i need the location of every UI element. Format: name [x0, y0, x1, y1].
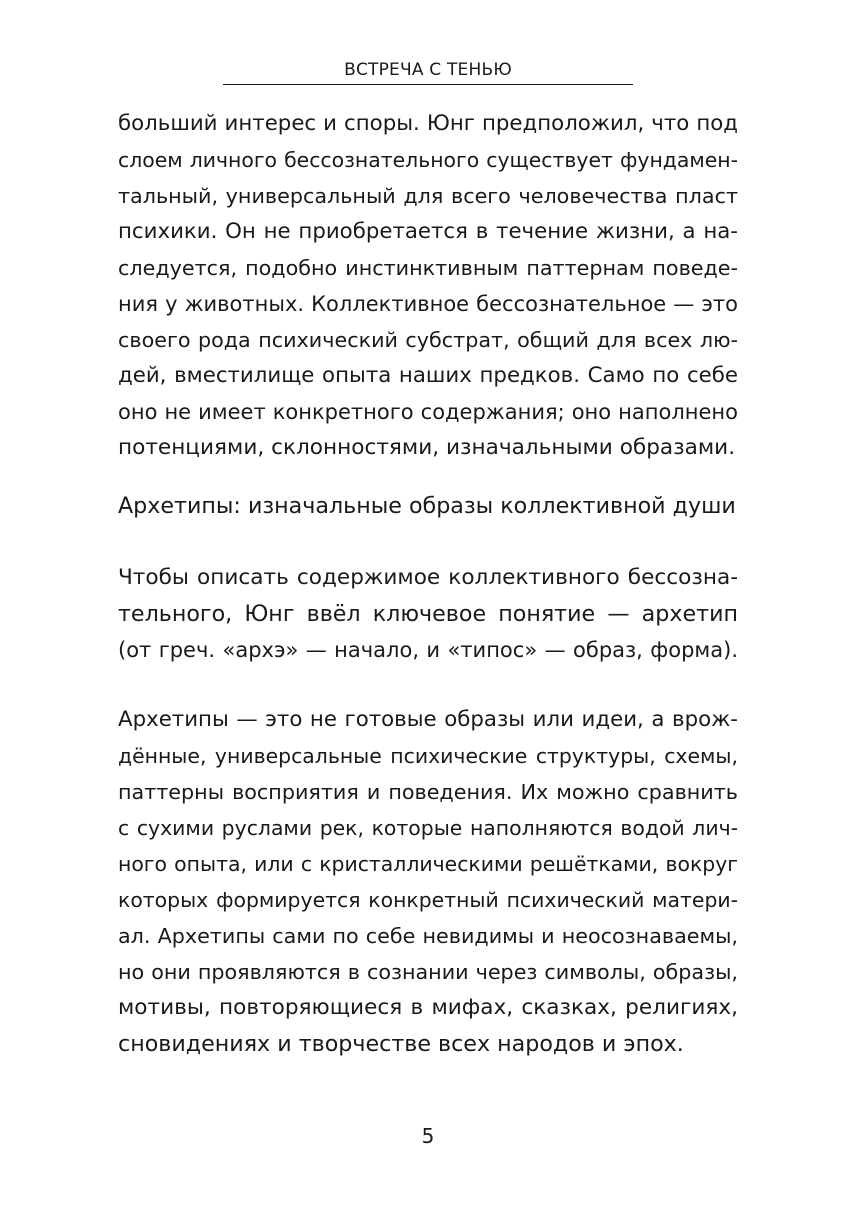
paragraph-line: больший интерес и споры. Юнг предположил, что под — [118, 111, 738, 136]
paragraph-line: с сухими руслами рек, которые наполняются водой лич- — [118, 816, 738, 840]
paragraph-line: ния у животных. Коллективное бессознательное — это — [118, 292, 738, 316]
paragraph-line: тальный, универсальный для всего человечества пласт — [118, 184, 738, 208]
paragraph-line: Чтобы описать содержимое коллективного бессозна- — [118, 565, 738, 590]
paragraph-line: ного опыта, или с кристаллическими решётками, вокруг — [118, 852, 738, 876]
header-rule — [223, 84, 633, 85]
paragraph-line: Архетипы — это не готовые образы или идеи, а врож- — [118, 707, 738, 732]
paragraph-1 — [118, 106, 738, 466]
running-header: ВСТРЕЧА С ТЕНЬЮ — [344, 60, 512, 80]
paragraph-line: слоем личного бессознательного существует фундамен- — [118, 148, 738, 172]
paragraph-line: (от греч. «архэ» — начало, и «типос» — образ, форма). — [118, 638, 738, 662]
paragraph-line: которых формируется конкретный психический матери- — [118, 888, 738, 912]
paragraph-3 — [118, 702, 738, 1062]
paragraph-line: мотивы, повторяющиеся в мифах, сказках, религиях, — [118, 995, 738, 1020]
paragraph-line: потенциями, склонностями, изначальными образами. — [118, 435, 736, 460]
paragraph-line: следуется, подобно инстинктивным паттернам поведе- — [118, 256, 738, 280]
paragraph-line: оно не имеет конкретного содержания; оно наполнено — [118, 400, 738, 424]
paragraph-line: своего рода психический субстрат, общий для всех лю- — [118, 328, 738, 352]
paragraph-line: ал. Архетипы сами по себе невидимы и неосознаваемы, — [118, 924, 738, 948]
paragraph-line: тельного, Юнг ввёл ключевое понятие — архетип — [118, 601, 738, 627]
paragraph-line: психики. Он не приобретается в течение жизни, а на- — [118, 219, 738, 244]
paragraph-line: сновидениях и творчестве всех народов и эпох. — [118, 1031, 684, 1057]
paragraph-line: но они проявляются в сознании через символы, образы, — [118, 960, 738, 984]
paragraph-2 — [118, 560, 738, 668]
page-number: 5 — [421, 1124, 435, 1148]
paragraph-line: дённые, универсальные психические структуры, схемы, — [118, 744, 738, 768]
paragraph-line: дей, вместилище опыта наших предков. Само по себе — [118, 363, 738, 388]
paragraph-line: паттерны восприятия и поведения. Их можно сравнить — [118, 780, 738, 804]
section-subheading: Архетипы: изначальные образы коллективной души — [118, 493, 736, 519]
